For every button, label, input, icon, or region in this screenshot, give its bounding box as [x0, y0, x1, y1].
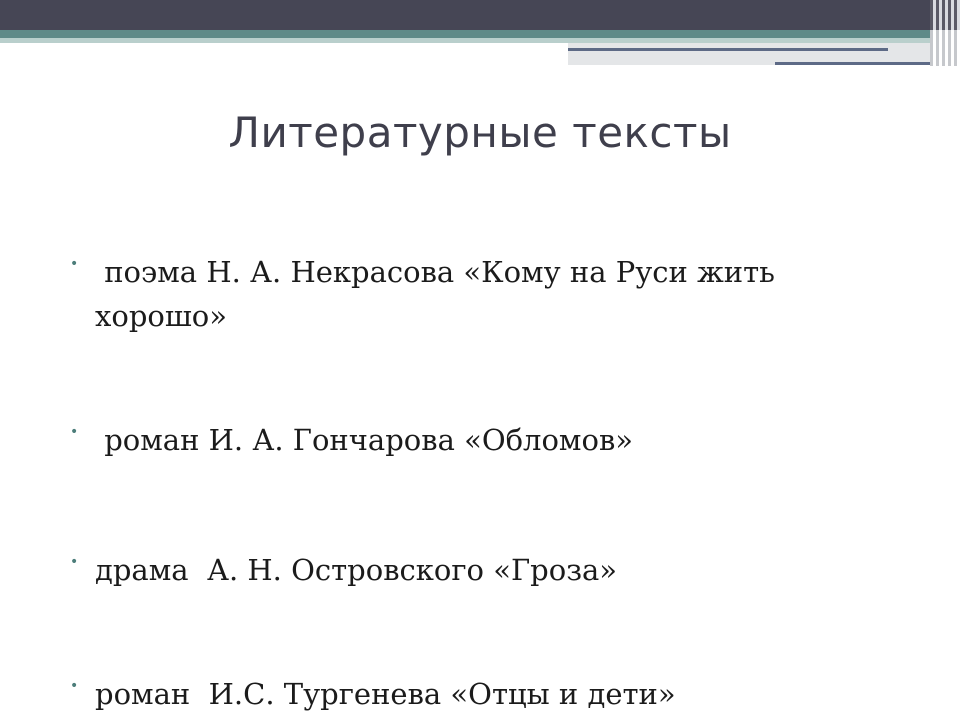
slide-title: Литературные тексты	[228, 108, 732, 157]
bullet-dot-icon: •	[70, 256, 79, 272]
bullet-dot-icon: •	[70, 424, 79, 440]
bullet-dot-icon: •	[70, 678, 79, 694]
bullet-text: роман И.С. Тургенева «Отцы и дети»	[95, 677, 676, 711]
bullet-text: драма А. Н. Островского «Гроза»	[95, 553, 618, 587]
bullet-dot-icon: •	[70, 554, 79, 570]
bullet-text: поэма Н. А. Некрасова «Кому на Руси жить хорошо»	[95, 255, 785, 333]
bullet-text: роман И. А. Гончарова «Обломов»	[95, 423, 634, 457]
